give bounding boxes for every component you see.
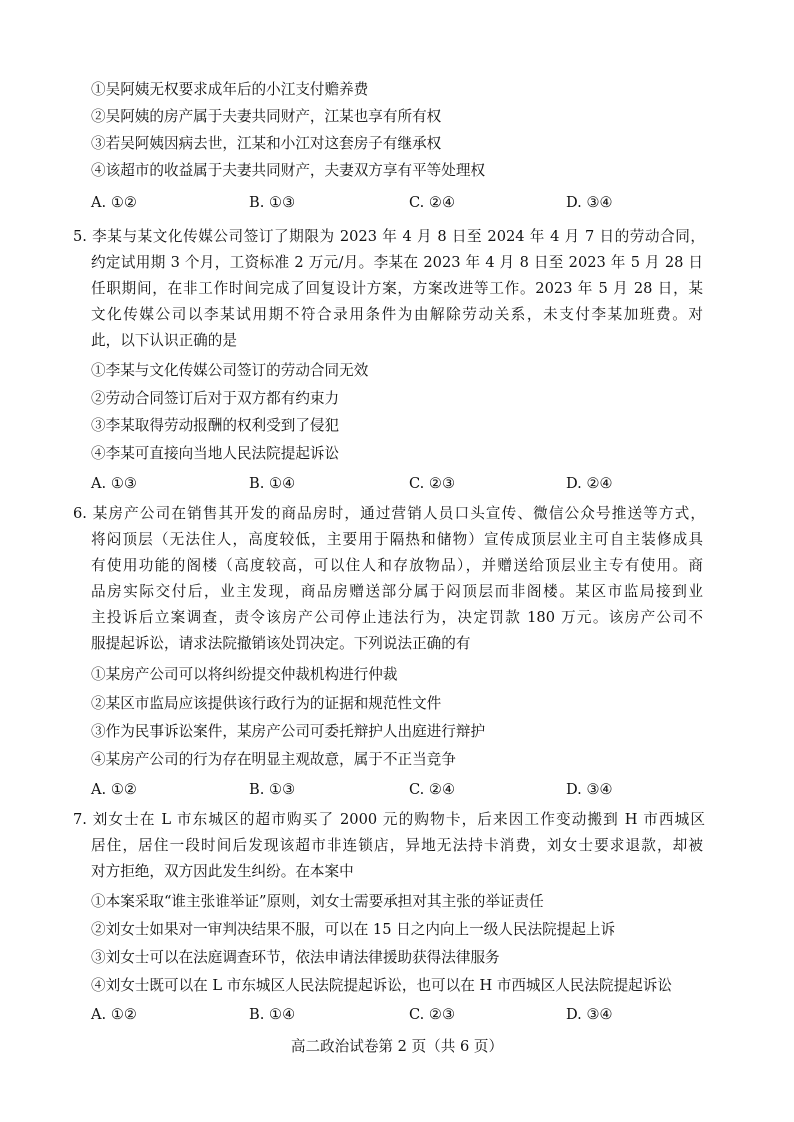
q7-option-4: ④刘女士既可以在 L 市东城区人民法院提起诉讼，也可以在 H 市西城区人民法院提起诉讼	[91, 977, 672, 994]
q7-option-1: ①本案采取“谁主张谁举证”原则，刘女士需要承担对其主张的举证责任	[91, 893, 544, 910]
q7-stem-line-1: 7. 刘女士在 L 市东城区的超市购买了 2000 元的购物卡，后来因工作变动搬到 H 市西城区	[73, 811, 705, 828]
q5-stem-line-3: 任职期间，在非工作时间完成了回复设计方案，方案改进等工作。2023 年 5 月 28 日，某	[91, 280, 703, 297]
q6-option-2: ②某区市监局应该提供该行政行为的证据和规范性文件	[91, 695, 442, 712]
q7-choice-a: A. ①②	[91, 1006, 137, 1023]
q6-stem-line-1: 6. 某房产公司在销售其开发的商品房时，通过营销人员口头宣传、微信公众号推送等方式，	[73, 505, 705, 522]
q5-stem-line-1: 5. 李某与某文化传媒公司签订了期限为 2023 年 4 月 8 日至 2024 年 4 月 7 日的劳动合同，	[73, 228, 705, 245]
q6-stem-line-2: 将闷顶层（无法住人，高度较低，主要用于隔热和储物）宣传成顶层业主可自主装修成具	[91, 531, 703, 548]
q7-choice-b: B. ①④	[249, 1006, 296, 1023]
q4-choice-c: C. ②④	[409, 194, 456, 211]
q6-option-3: ③作为民事诉讼案件，某房产公司可委托辩护人出庭进行辩护	[91, 723, 486, 740]
q6-choice-b: B. ①③	[249, 781, 296, 798]
q6-stem-line-5: 主投诉后立案调查，责令该房产公司停止违法行为，决定罚款 180 万元。该房产公司不	[91, 609, 703, 626]
q7-choice-c: C. ②③	[409, 1006, 456, 1023]
q7-option-3: ③刘女士可以在法庭调查环节，依法申请法律援助获得法律服务	[91, 949, 500, 966]
q4-choice-a: A. ①②	[91, 194, 137, 211]
q7-stem-line-2: 居住，居住一段时间后发现该超市非连锁店，异地无法持卡消费，刘女士要求退款，却被	[91, 837, 703, 854]
q7-stem-line-3: 对方拒绝，双方因此发生纠纷。在本案中	[91, 863, 354, 880]
q6-choice-a: A. ①②	[91, 781, 137, 798]
q4-choice-d: D. ③④	[566, 194, 613, 211]
q5-option-3: ③李某取得劳动报酬的权利受到了侵犯	[91, 417, 340, 434]
q6-option-1: ①某房产公司可以将纠纷提交仲裁机构进行仲裁	[91, 666, 398, 683]
q7-option-2: ②刘女士如果对一审判决结果不服，可以在 15 日之内向上一级人民法院提起上诉	[91, 921, 616, 938]
q5-option-2: ②劳动合同签订后对于双方都有约束力	[91, 390, 340, 407]
q5-choice-d: D. ②④	[566, 475, 613, 492]
q6-choice-c: C. ②④	[409, 781, 456, 798]
q5-stem-line-5: 此，以下认识正确的是	[91, 332, 237, 349]
q5-choice-a: A. ①③	[91, 475, 137, 492]
q4-option-2: ②吴阿姨的房产属于夫妻共同财产，江某也享有所有权	[91, 108, 442, 125]
q7-choice-d: D. ③④	[566, 1006, 613, 1023]
q6-stem-line-4: 品房实际交付后，业主发现，商品房赠送部分属于闷顶层而非阁楼。某区市监局接到业	[91, 583, 703, 600]
q4-option-3: ③若吴阿姨因病去世，江某和小江对这套房子有继承权	[91, 135, 442, 152]
q6-stem-line-3: 有使用功能的阁楼（高度较高，可以住人和存放物品），并赠送给顶层业主专有使用。商	[91, 557, 703, 574]
q6-stem-line-6: 服提起诉讼，请求法院撤销该处罚决定。下列说法正确的有	[91, 635, 471, 652]
page-footer: 高二政治试卷第 2 页（共 6 页）	[290, 1038, 504, 1055]
q5-stem-line-2: 约定试用期 3 个月，工资标准 2 万元/月。李某在 2023 年 4 月 8 日至 2023 年 5 月 28 日	[91, 254, 703, 271]
q4-choice-b: B. ①③	[249, 194, 296, 211]
q5-stem-line-4: 文化传媒公司以李某试用期不符合录用条件为由解除劳动关系，未支付李某加班费。对	[91, 306, 703, 323]
q5-option-4: ④李某可直接向当地人民法院提起诉讼	[91, 445, 340, 462]
q4-option-1: ①吴阿姨无权要求成年后的小江支付赡养费	[91, 81, 369, 98]
q5-option-1: ①李某与文化传媒公司签订的劳动合同无效	[91, 362, 369, 379]
q4-option-4: ④该超市的收益属于夫妻共同财产，夫妻双方享有平等处理权	[91, 162, 486, 179]
q5-choice-b: B. ①④	[249, 475, 296, 492]
q5-choice-c: C. ②③	[409, 475, 456, 492]
q6-option-4: ④某房产公司的行为存在明显主观故意，属于不正当竞争	[91, 751, 456, 768]
q6-choice-d: D. ③④	[566, 781, 613, 798]
